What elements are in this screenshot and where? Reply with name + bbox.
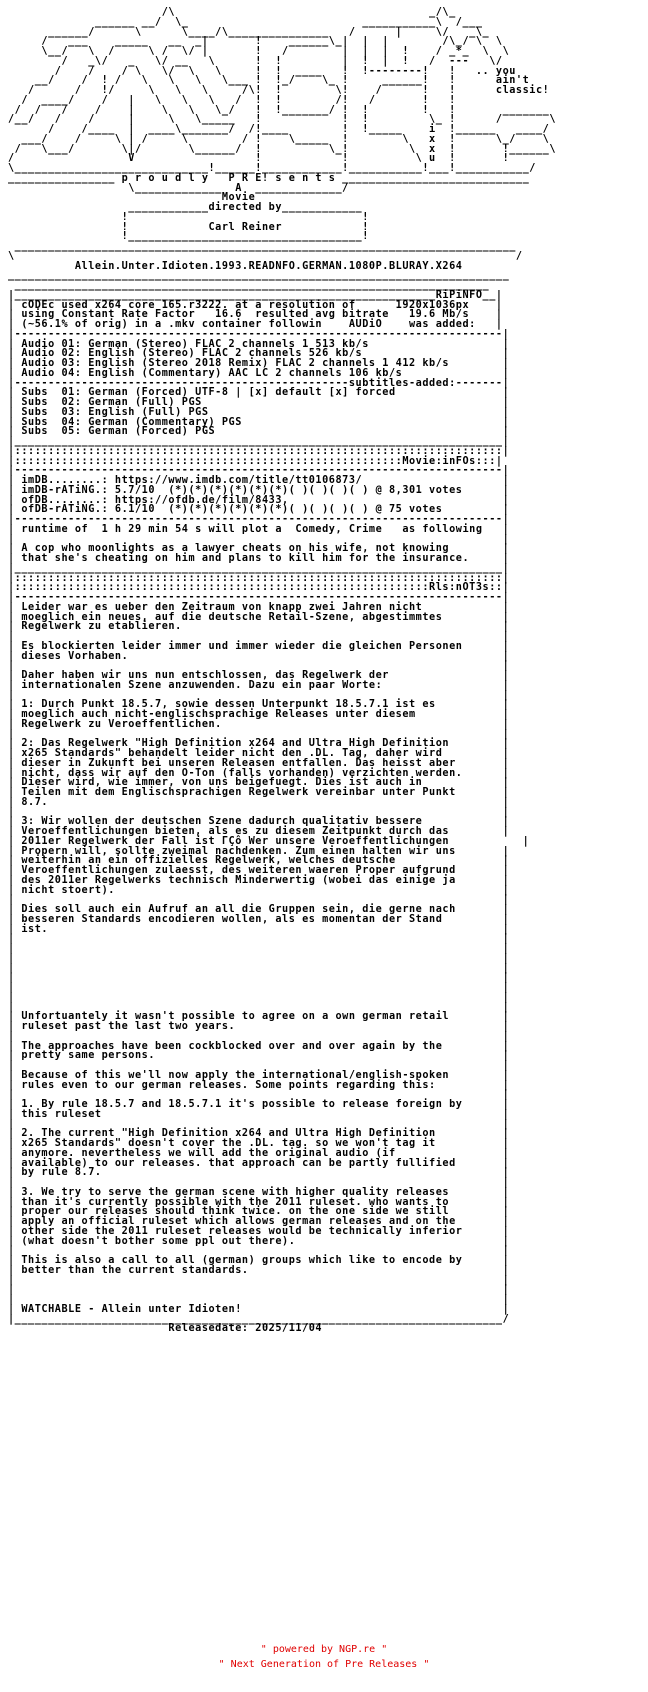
powered-by-text: " powered by NGP.re " bbox=[260, 1644, 388, 1655]
tagline-text: " Next Generation of Pre Releases " bbox=[218, 1659, 430, 1670]
nfo-text-block: /\ _/\_ ______ __/ \_ ___________\ /___ ______/ \ \____/\_______________ / | \/ _\_ / ___ _____ __ _| ! ______\_| | | /\_/ \ \ \__/ \ / \ / \/ | ! / | | | ! / _*_ \ \ / _\/ _ \/ __ \ ! ! | ! | ! / --- \/ / / / \ \/ \ \ ! ! ____ ! !--------! ! .. you __/ / ! / \ \ \ \___ ! !_/ \_ ! ______! ! ain't / / !/ \ \ \ /\! ! \! / ! ! classic! / ____/ / | \ \ \ / ! ! /! / ! ! / / / / | \ \ \_/ ! !_______/ ! ! ! ! _______ /__/ / / | \ \_____ ! ! ! \_ ! / \ / /____ | ____\_______/ /!____ ! !_____ i !______ ____/ ___/ / \ | / \ / ! \_____ ! \ x ! \_/ \ / \___/ \|/ \______/ ! \_! \ x ! !______\ / V ! ! \ u ! ! \_____________________________!______!____________!___________!___!___________/ ________________ p r o u d l y P R E! s e n t s ____________________________ \_____________ A _____________/ Movie ____________directed by____________ ! ! ! Carl Reiner ! !___________________________________! ___________________________________________________________________________ \ / Allein.Unter.Idioten.1993.READNFO.GERMAN.1080P.BLURAY.X264 ___________________________________________________________________________ _______________________________________________________________________ |_______________________________________________________________RiPiNFO__| | cODEc used x264 core 165.r3222. at a resolution of 1920x1036px | | using Constant Rate Factor 16.6 resulted avg bitrate 19.6 Mb/s | | (~56.1% of orig) in a .mkv container followin AUDiO was added: | |-------------------------------------------------------------------------| | Audio 01: German (Stereo) FLAC 2 channels 1 513 kb/s | | Audio 02: English (Stereo) FLAC 2 channels 526 kb/s | | Audio 03: English (Stereo 2018 Remix) FLAC 2 channels 1 412 kb/s | | Audio 04: English (Commentary) AAC LC 2 channels 106 kb/s | |--------------------------------------------------subtitles-added:-------| | Subs 01: German (Forced) UTF-8 | [x] default [x] forced | | Subs 02: German (Full) PGS | | Subs 03: English (Full) PGS | | Subs 04: German (Commentary) PGS | | Subs 05: German (Forced) PGS | |_________________________________________________________________________| |:::::::::::::::::::::::::::::::::::::::::::::::::::::::::::::::::::::::::| |::::::::::::::::::::::::::::::::::::::::::::::::::::::::::Movie:inFOs:::| |-------------------------------------------------------------------------| | imDB........: https://www.imdb.com/title/tt0106873/ | | imDB-rATiNG.: 5.7/10 (*)(*)(*)(*)(*)(*)( )( )( )( ) @ 8,301 votes | | ofDB........: https://ofdb.de/film/8433, | | ofDB-rATiNG.: 6.1/10 (*)(*)(*)(*)(*)(*)( )( )( )( ) @ 75 votes | |-------------------------------------------------------------------------| | runtime of 1 h 29 min 54 s will plot a Comedy, Crime as following | | | | A cop who moonlights as a lawyer cheats on his wife, not knowing | | that she's cheating on him and plans to kill him for the insurance. | |_________________________________________________________________________| |:::::::::::::::::::::::::::::::::::::::::::::::::::::::::::::::::::::::::| |::::::::::::::::::::::::::::::::::::::::::::::::::::::::::::::Rls:nOT3s::| |-------------------------------------------------------------------------| | Leider war es ueber den Zeitraum von knapp zwei Jahren nicht | | moeglich ein neues, auf die deutsche Retail-Szene, abgestimmtes | | Regelwerk zu etablieren. | | | | Es blockierten leider immer und immer wieder die gleichen Personen | | dieses Vorhaben. | | | | Daher haben wir uns nun entschlossen, das Regelwerk der | | internationalen Szene anzuwenden. Dazu ein paar Worte: | | | | 1: Durch Punkt 18.5.7, sowie dessen Unterpunkt 18.5.7.1 ist es | | moeglich auch nicht-englischsprachige Releases unter diesem | | Regelwerk zu Veroeffentlichen. | | | | 2: Das Regelwerk "High Definition x264 and Ultra High Definition | | x265 Standards" behandelt leider nicht den .DL. Tag, daher wird | | dieser in Zukunft bei unseren Releasen entfallen. Das heisst aber | | nicht, dass wir auf den O-Ton (falls vorhanden) verzichten werden. | | Dieser wird, wie immer, von uns beigefuegt. Dies ist auch in | | Teilen mit dem Englischsprachigen Regelwerk vereinbar unter Punkt | | 8.7. | | | | 3: Wir wollen der deutschen Szene dadurch qualitativ bessere | | Veroeffentlichungen bieten, als es zu diesem Zeitpunkt durch das | | 2011er Regelwerk der Fall ist ΓÇô Wer unsere Veroeffentlichungen | | Propern will, sollte zweimal nachdenken. Zum einen halten wir uns | | weiterhin an ein offizielles Regelwerk, welches deutsche | | Veroeffentlichungen zulaesst, des weiteren waeren Proper aufgrund | | des 2011er Regelwerks technisch Minderwertig (wobei das einige ja | | nicht stoert). | | | | Dies soll auch ein Aufruf an all die Gruppen sein, die gerne nach | | besseren Standards encodieren wollen, als es momentan der Stand | | ist. | | | | | | | | | | | | | | | | | | Unfortuantely it wasn't possible to agree on a own german retail | | ruleset past the last two years. | | | | The approaches have been cockblocked over and over again by the | | pretty same persons. | | | | Because of this we'll now apply the international/english-spoken | | rules even to our german releases. Some points regarding this: | | | | 1. By rule 18.5.7 and 18.5.7.1 it's possible to release foreign by | | this ruleset | | | | 2. The current "High Definition x264 and Ultra High Definition | | x265 Standards" doesn't cover the .DL. tag. so we won't tag it | | anymore. nevertheless we will add the original audio (if | | available) to our releases. that approach can be partly fullified | | by rule 8.7. | | | | 3. We try to serve the german scene with higher quality releases | | than it's currently possible with the 2011 ruleset. who wants to | | proper our releases should think twice. on the one side we still | | apply an official ruleset which allows german releases and on the | | other side the 2011 ruleset releases would be technically inferior | | (what doesn't bother some ppl out there). | | | | This is also a call to all (german) groups which like to encode by | | better than the current standards. | | | | | | | | WATCHABLE - Allein unter Idioten! | |_________________________________________________________________________/ Releasedate: 2025/11/04 bbox=[8, 7, 557, 1335]
footer bbox=[0, 1642, 648, 1672]
